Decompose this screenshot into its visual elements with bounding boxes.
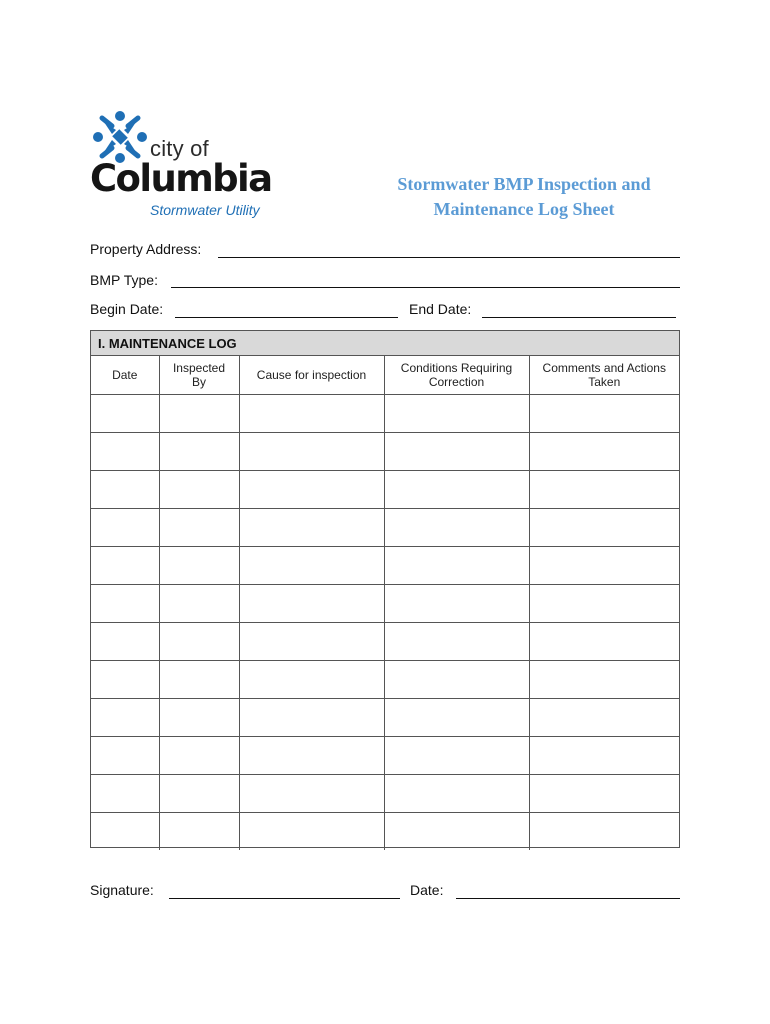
column-header-comments: Comments and Actions Taken	[529, 356, 679, 395]
cell-conditions[interactable]	[384, 775, 529, 813]
cell-inspected-by[interactable]	[159, 547, 239, 585]
cell-comments[interactable]	[529, 737, 679, 775]
cell-inspected-by[interactable]	[159, 813, 239, 851]
property-address-label: Property Address:	[90, 241, 202, 257]
log-row	[91, 775, 679, 813]
cell-date[interactable]	[91, 585, 159, 623]
cell-comments[interactable]	[529, 433, 679, 471]
cell-comments[interactable]	[529, 547, 679, 585]
cell-cause[interactable]	[239, 395, 384, 433]
maintenance-log-heading: I. MAINTENANCE LOG	[91, 331, 679, 356]
cell-cause[interactable]	[239, 775, 384, 813]
begin-date-label: Begin Date:	[90, 301, 164, 317]
cell-inspected-by[interactable]	[159, 737, 239, 775]
logo-subtitle: Stormwater Utility	[150, 202, 260, 218]
cell-cause[interactable]	[239, 661, 384, 699]
log-header-row	[91, 356, 679, 395]
cell-date[interactable]	[91, 775, 159, 813]
column-header-cause: Cause for inspection	[239, 356, 384, 395]
logo-city-of-text: city of	[150, 136, 209, 161]
cell-comments[interactable]	[529, 471, 679, 509]
page-title	[384, 172, 664, 222]
cell-conditions[interactable]	[384, 699, 529, 737]
cell-date[interactable]	[91, 699, 159, 737]
cell-comments[interactable]	[529, 699, 679, 737]
cell-date[interactable]	[91, 737, 159, 775]
cell-conditions[interactable]	[384, 471, 529, 509]
cell-comments[interactable]	[529, 661, 679, 699]
cell-inspected-by[interactable]	[159, 585, 239, 623]
cell-conditions[interactable]	[384, 585, 529, 623]
cell-date[interactable]	[91, 471, 159, 509]
cell-comments[interactable]	[529, 509, 679, 547]
signature-label: Signature:	[90, 882, 154, 898]
cell-conditions[interactable]	[384, 813, 529, 851]
cell-cause[interactable]	[239, 547, 384, 585]
cell-inspected-by[interactable]	[159, 699, 239, 737]
cell-inspected-by[interactable]	[159, 775, 239, 813]
signature-line[interactable]	[169, 898, 400, 899]
cell-conditions[interactable]	[384, 433, 529, 471]
cell-inspected-by[interactable]	[159, 395, 239, 433]
title-line-2: Maintenance Log Sheet	[433, 199, 615, 219]
cell-conditions[interactable]	[384, 509, 529, 547]
cell-comments[interactable]	[529, 395, 679, 433]
begin-date-line[interactable]	[175, 317, 398, 318]
cell-conditions[interactable]	[384, 737, 529, 775]
cell-inspected-by[interactable]	[159, 471, 239, 509]
cell-comments[interactable]	[529, 585, 679, 623]
cell-inspected-by[interactable]	[159, 509, 239, 547]
cell-date[interactable]	[91, 623, 159, 661]
log-row	[91, 623, 679, 661]
cell-conditions[interactable]	[384, 661, 529, 699]
bmp-type-line[interactable]	[171, 287, 680, 288]
cell-date[interactable]	[91, 547, 159, 585]
log-row	[91, 509, 679, 547]
log-row	[91, 433, 679, 471]
property-address-line[interactable]	[218, 257, 680, 258]
cell-inspected-by[interactable]	[159, 623, 239, 661]
log-row	[91, 471, 679, 509]
cell-cause[interactable]	[239, 699, 384, 737]
cell-cause[interactable]	[239, 471, 384, 509]
column-header-conditions: Conditions Requiring Correction	[384, 356, 529, 395]
date-line[interactable]	[456, 898, 680, 899]
cell-inspected-by[interactable]	[159, 661, 239, 699]
cell-cause[interactable]	[239, 813, 384, 851]
cell-inspected-by[interactable]	[159, 433, 239, 471]
log-row	[91, 547, 679, 585]
cell-date[interactable]	[91, 661, 159, 699]
cell-comments[interactable]	[529, 623, 679, 661]
cell-cause[interactable]	[239, 737, 384, 775]
cell-comments[interactable]	[529, 813, 679, 851]
log-row	[91, 585, 679, 623]
log-row	[91, 699, 679, 737]
cell-conditions[interactable]	[384, 623, 529, 661]
cell-date[interactable]	[91, 433, 159, 471]
cell-conditions[interactable]	[384, 547, 529, 585]
city-logo	[90, 108, 280, 220]
cell-conditions[interactable]	[384, 395, 529, 433]
date-label: Date:	[410, 882, 444, 898]
cell-cause[interactable]	[239, 433, 384, 471]
cell-date[interactable]	[91, 395, 159, 433]
cell-date[interactable]	[91, 813, 159, 851]
log-row	[91, 813, 679, 851]
column-header-date: Date	[91, 356, 159, 395]
maintenance-log-table	[90, 330, 680, 848]
column-header-inspected-by: Inspected By	[159, 356, 239, 395]
cell-cause[interactable]	[239, 585, 384, 623]
end-date-line[interactable]	[482, 317, 676, 318]
log-row	[91, 661, 679, 699]
cell-cause[interactable]	[239, 623, 384, 661]
cell-date[interactable]	[91, 509, 159, 547]
end-date-label: End Date:	[409, 301, 472, 317]
log-row	[91, 737, 679, 775]
bmp-type-label: BMP Type:	[90, 272, 158, 288]
title-line-1: Stormwater BMP Inspection and	[397, 174, 651, 194]
logo-columbia-text: Columbia	[90, 157, 272, 200]
cell-cause[interactable]	[239, 509, 384, 547]
log-row	[91, 395, 679, 433]
cell-comments[interactable]	[529, 775, 679, 813]
